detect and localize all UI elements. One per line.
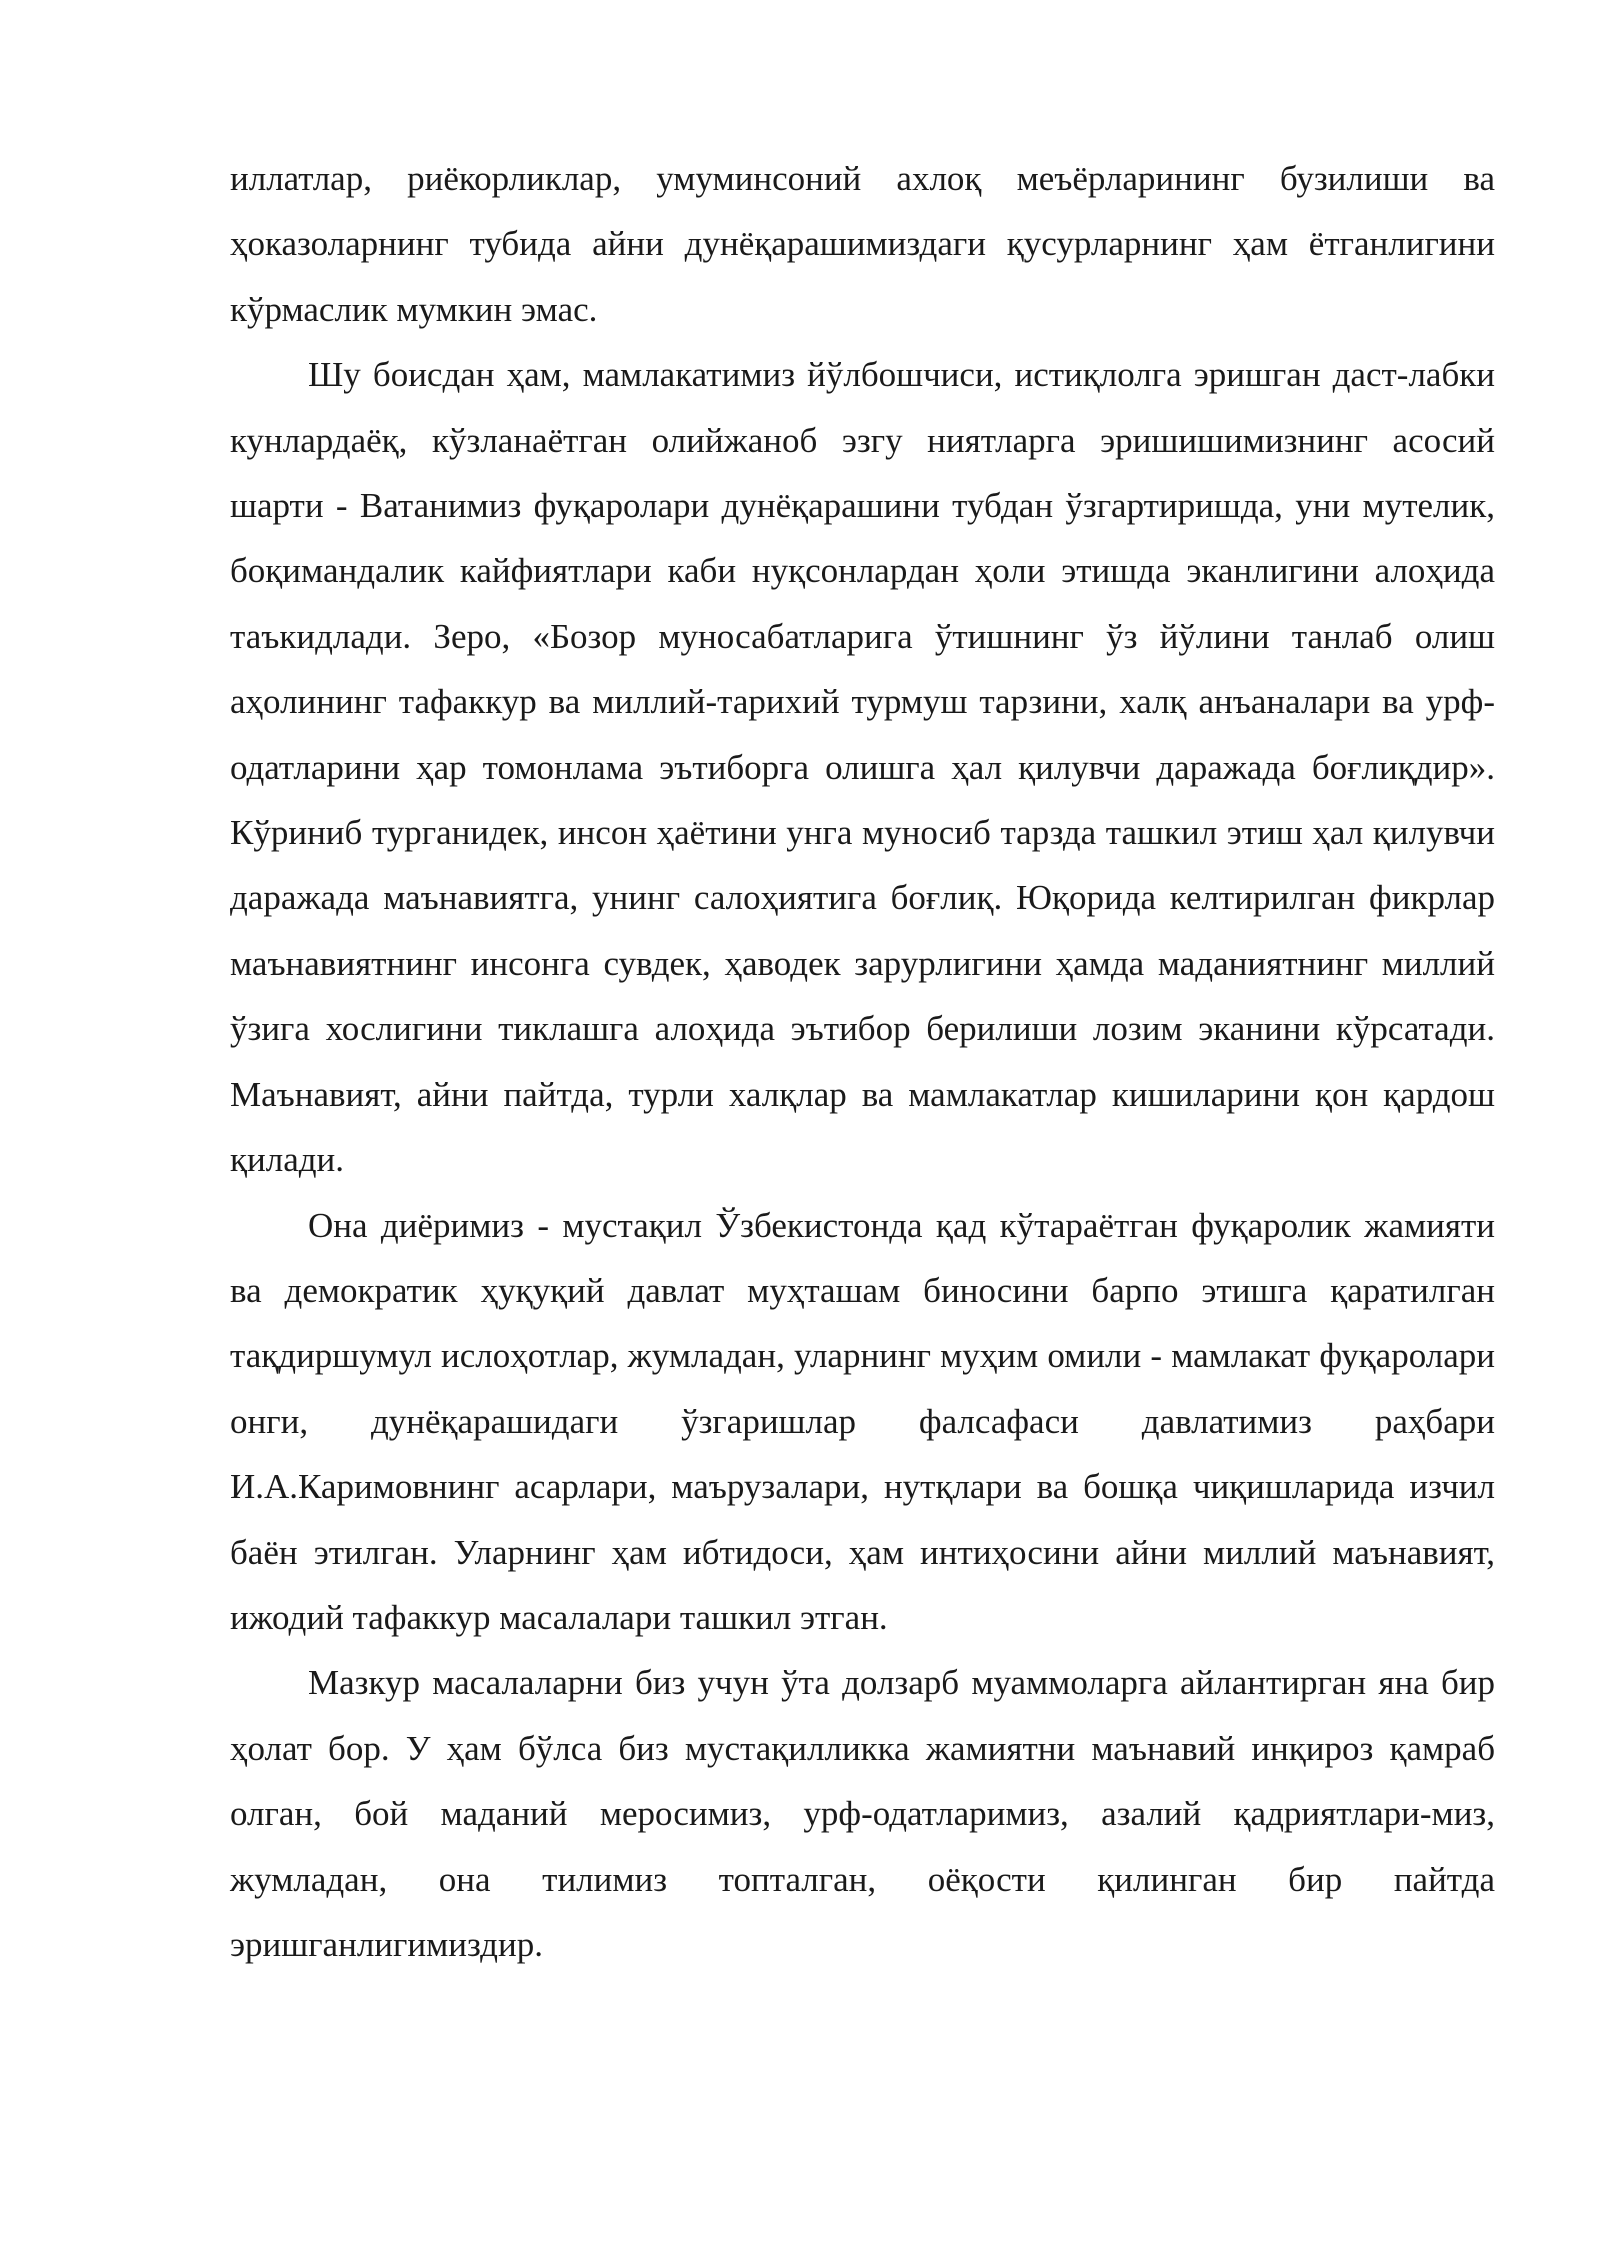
paragraph-3: Она диёримиз - мустақил Ўзбекистонда қад кўтараётган фуқаролик жамияти ва демократик ҳуқуқий давлат муҳташам биносини барпо этишга қаратилган тақдиршумул ислоҳотлар, жумладан, уларнинг муҳим омили - мамлакат фуқаролари онги, дунёқарашидаги ўзгаришлар фалсафаси давлатимиз раҳбари И.А.Каримовнинг асарлари, маърузалари, нутқлари ва бошқа чиқишларида изчил баён этилган. Уларнинг ҳам ибтидоси, ҳам интиҳосини айни миллий маънавият, ижодий тафаккур масалалари ташкил этган. [230,1205,1495,1637]
paragraph-2: Шу боисдан ҳам, мамлакатимиз йўлбошчиси, истиқлолга эришган даст-лабки кунлардаёқ, кўзланаётган олийжаноб эзгу ниятларга эришишимизнинг асосий шарти - Ватанимиз фуқаролари дунёқарашини тубдан ўзгартиришда, уни мутелик, боқимандалик кайфиятлари каби нуқсонлардан ҳоли этишда эканлигини алоҳида таъкидлади. Зеро, «Бозор муносабатларига ўтишнинг ўз йўлини танлаб олиш аҳолининг тафаккур ва миллий-тарихий турмуш тарзини, халқ анъаналари ва урф-одатларини ҳар томонлама эътиборга олишга ҳал қилувчи даражада боғлиқдир». Кўриниб турганидек, инсон ҳаётини унга муносиб тарзда ташкил этиш ҳал қилувчи даражада маънавиятга, унинг салоҳиятига боғлиқ. Юқорида келтирилган фикрлар маънавиятнинг инсонга сувдек, ҳаводек зарурлигини ҳамда маданиятнинг миллий ўзига хослигини тиклашга алоҳида эътибор берилиши лозим эканини кўрсатади. Маънавият, айни пайтда, турли халқлар ва мамлакатлар кишиларини қон қардош қилади. [230,355,1495,1180]
paragraph-1: иллатлар, риёкорликлар, умуминсоний ахлоқ меъёрларининг бузилиши ва ҳоказоларнинг тубида айни дунёқарашимиздаги қусурларнинг ҳам ётганлигини кўрмаслик мумкин эмас. [230,159,1495,329]
document-body [230,146,1495,1977]
paragraph-4: Мазкур масалаларни биз учун ўта долзарб муаммоларга айлантирган яна бир ҳолат бор. У ҳам бўлса биз мустақилликка жамиятни маънавий инқироз қамраб олган, бой маданий меросимиз, урф-одатларимиз, азалий қадриятлари-миз, жумладан, она тилимиз топталган, оёқости қилинган бир пайтда эришганлигимиздир. [230,1663,1495,1964]
